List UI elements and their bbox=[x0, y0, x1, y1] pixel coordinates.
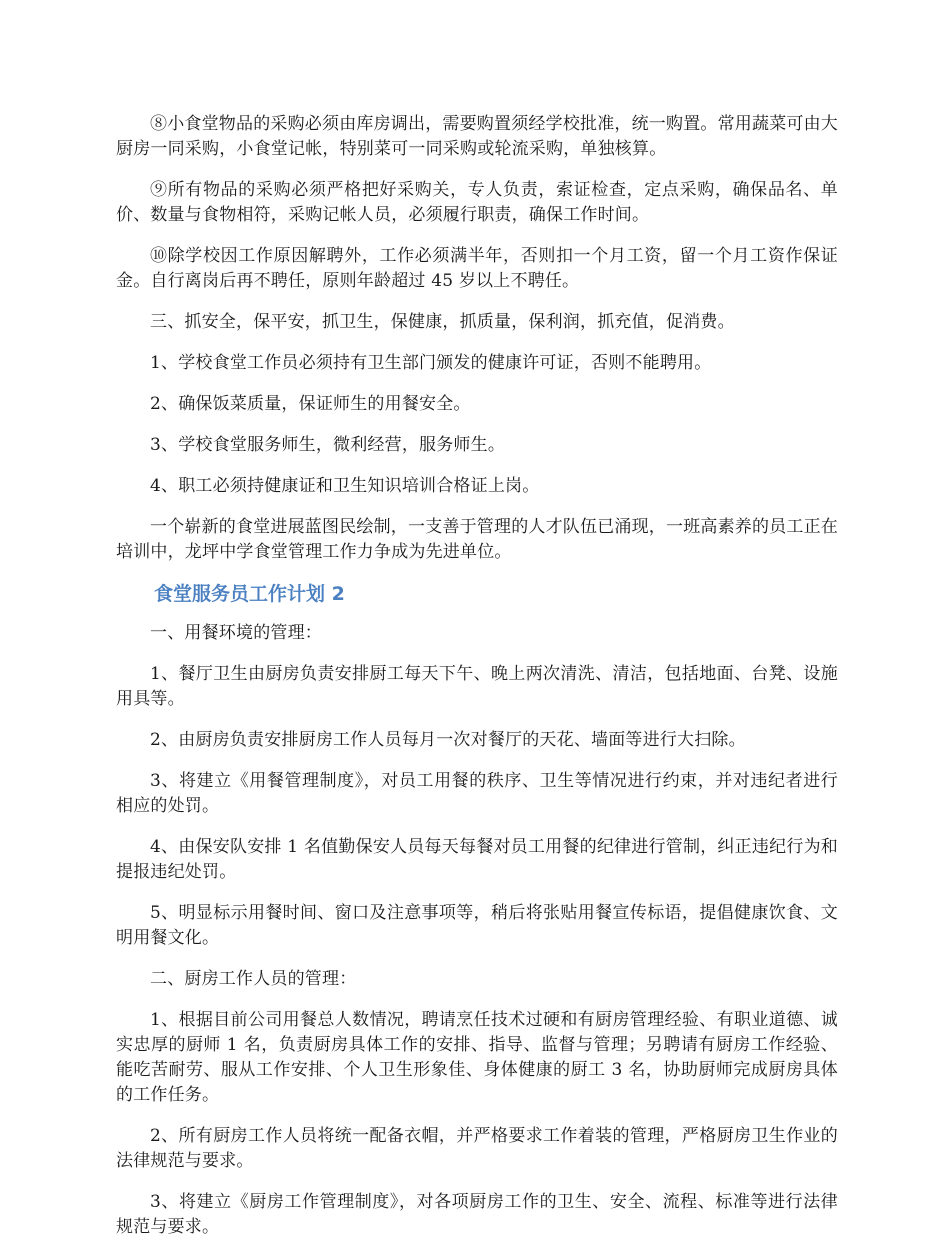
paragraph-dining-2: 2、由厨房负责安排厨房工作人员每月一次对餐厅的天花、墙面等进行大扫除。 bbox=[150, 730, 746, 750]
paragraph-point-1: 1、学校食堂工作员必须持有卫生部门颁发的健康许可证，否则不能聘用。 bbox=[150, 353, 712, 373]
paragraph-point-4: 4、职工必须持健康证和卫生知识培训合格证上岗。 bbox=[150, 476, 540, 496]
paragraph-point-2: 2、确保饭菜质量，保证师生的用餐安全。 bbox=[150, 394, 471, 414]
paragraph-dining-environment: 一、用餐环境的管理： bbox=[150, 623, 322, 643]
paragraph-dining-1: 1、餐厅卫生由厨房负责安排厨工每天下午、晚上两次清洗、清洁，包括地面、台凳、设施用具等。 bbox=[116, 664, 838, 709]
paragraph-section-3: 三、抓安全，保平安，抓卫生，保健康，抓质量，保利润，抓充值，促消费。 bbox=[150, 312, 735, 332]
paragraph-dining-5: 5、明显标示用餐时间、窗口及注意事项等，稍后将张贴用餐宣传标语，提倡健康饮食、文明用餐文化。 bbox=[116, 903, 838, 948]
section-title: 食堂服务员工作计划 2 bbox=[154, 583, 345, 605]
paragraph-item-8: ⑧小食堂物品的采购必须由库房调出，需要购置须经学校批准，统一购置。常用蔬菜可由大厨房一同采购，小食堂记帐，特别菜可一同采购或轮流采购，单独核算。 bbox=[116, 114, 838, 159]
paragraph-item-9: ⑨所有物品的采购必须严格把好采购关，专人负责，索证检查，定点采购，确保品名、单价、数量与食物相符，采购记帐人员，必须履行职责，确保工作时间。 bbox=[116, 180, 838, 225]
paragraph-kitchen-1: 1、根据目前公司用餐总人数情况，聘请烹任技术过硬和有厨房管理经验、有职业道德、诚实忠厚的厨师 1 名，负责厨房具体工作的安排、指导、监督与管理；另聘请有厨房工作经验、能吃苦耐劳、服从工作安排、个人卫生形象佳、身体健康的厨工 3 名，协助厨师完成厨房具体的工作任务。 bbox=[116, 1010, 838, 1105]
paragraph-dining-3: 3、将建立《用餐管理制度》，对员工用餐的秩序、卫生等情况进行约束，并对违纪者进行相应的处罚。 bbox=[116, 771, 838, 816]
paragraph-kitchen-3: 3、将建立《厨房工作管理制度》，对各项厨房工作的卫生、安全、流程、标准等进行法律规范与要求。 bbox=[116, 1192, 838, 1237]
paragraph-dining-4: 4、由保安队安排 1 名值勤保安人员每天每餐对员工用餐的纪律进行管制，纠正违纪行为和提报违纪处罚。 bbox=[116, 837, 838, 882]
document-body bbox=[116, 112, 838, 1256]
paragraph-kitchen-2: 2、所有厨房工作人员将统一配备衣帽，并严格要求工作着装的管理，严格厨房卫生作业的法律规范与要求。 bbox=[116, 1126, 838, 1171]
paragraph-kitchen-staff: 二、厨房工作人员的管理： bbox=[150, 969, 357, 989]
paragraph-point-3: 3、学校食堂服务师生，微利经营，服务师生。 bbox=[150, 435, 506, 455]
paragraph-conclusion: 一个崭新的食堂进展蓝图民绘制，一支善于管理的人才队伍已涌现，一班高素养的员工正在培训中，龙坪中学食堂管理工作力争成为先进单位。 bbox=[116, 517, 838, 562]
paragraph-item-10: ⑩除学校因工作原因解聘外，工作必须满半年，否则扣一个月工资，留一个月工资作保证金。自行离岗后再不聘任，原则年龄超过 45 岁以上不聘任。 bbox=[116, 246, 838, 291]
